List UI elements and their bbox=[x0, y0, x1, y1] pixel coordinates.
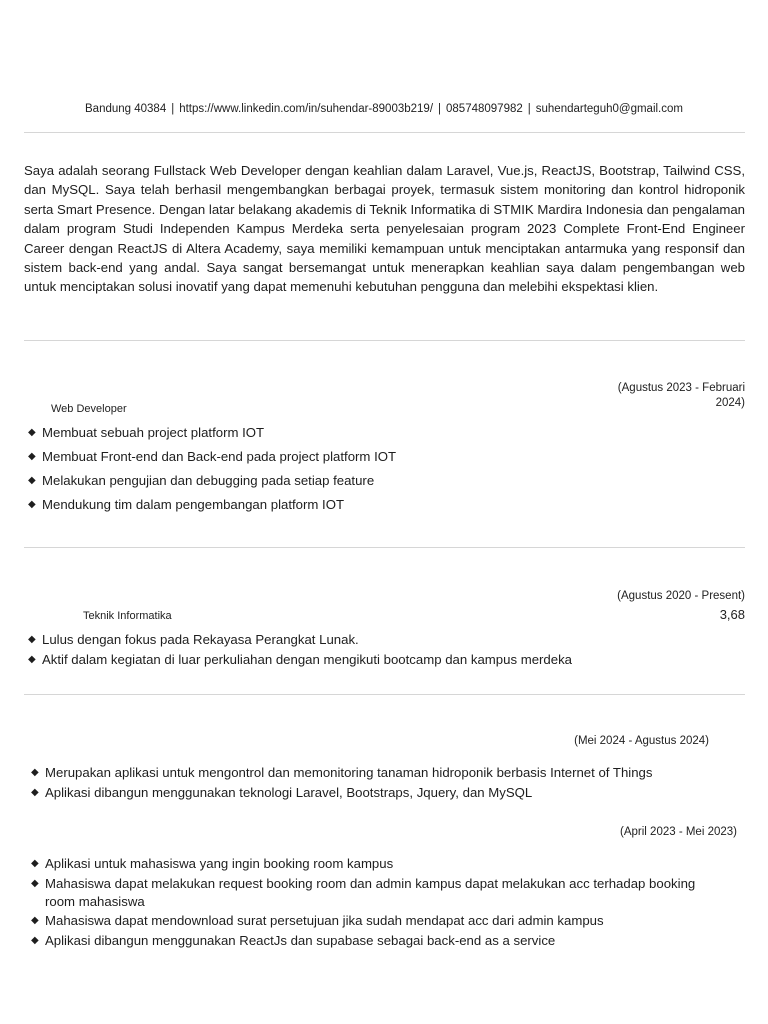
divider bbox=[24, 547, 745, 548]
list-item-text: Aplikasi dibangun menggunakan ReactJs dan supabase sebagai back-end as a service bbox=[45, 932, 556, 948]
bullet-diamond-icon: ◆ bbox=[28, 451, 36, 462]
project-bullet-list bbox=[27, 855, 707, 951]
list-item bbox=[24, 496, 745, 520]
list-item bbox=[24, 424, 745, 448]
bullet-diamond-icon: ◆ bbox=[28, 634, 36, 645]
contact-phone: 085748097982 bbox=[446, 103, 523, 115]
list-item bbox=[24, 472, 745, 496]
bullet-diamond-icon: ◆ bbox=[31, 858, 39, 869]
bullet-diamond-icon: ◆ bbox=[28, 653, 36, 665]
list-item bbox=[27, 875, 707, 911]
list-item-text: Mahasiswa dapat mendownload surat persetujuan jika sudah mendapat acc dari admin kampus bbox=[45, 913, 604, 928]
contact-separator: | bbox=[171, 103, 175, 115]
list-item-text: Lulus dengan fokus pada Rekayasa Perangkat Lunak. bbox=[42, 632, 359, 647]
divider bbox=[24, 340, 745, 341]
list-item bbox=[24, 448, 745, 472]
education-bullet-list bbox=[24, 631, 745, 670]
list-item-text: Aktif dalam kegiatan di luar perkuliahan dengan mengikuti bootcamp dan kampus merdeka bbox=[42, 651, 573, 667]
divider bbox=[24, 694, 745, 695]
project-date: (Mei 2024 - Agustus 2024) bbox=[574, 735, 709, 747]
experience-role: Web Developer bbox=[51, 403, 127, 415]
list-item-text: Merupakan aplikasi untuk mengontrol dan memonitoring tanaman hidroponik berbasis Internet of Things bbox=[45, 765, 653, 780]
list-item-text: Mahasiswa dapat melakukan request booking room dan admin kampus dapat melakukan acc terhadap booking room mahasiswa bbox=[45, 875, 696, 909]
bullet-diamond-icon: ◆ bbox=[28, 475, 36, 486]
list-item-text: Melakukan pengujian dan debugging pada setiap feature bbox=[42, 473, 375, 488]
contact-separator: | bbox=[527, 103, 531, 115]
education-major: Teknik Informatika bbox=[83, 610, 172, 622]
list-item-text: Membuat sebuah project platform IOT bbox=[42, 425, 265, 440]
list-item-text: Aplikasi untuk mahasiswa yang ingin booking room kampus bbox=[45, 856, 394, 871]
project-bullet-list bbox=[27, 764, 727, 803]
list-item bbox=[27, 784, 727, 802]
summary-paragraph: Saya adalah seorang Fullstack Web Developer dengan keahlian dalam Laravel, Vue.js, ReactJS, Bootstrap, Tailwind CSS, dan MySQL. Saya telah berhasil mengembangkan berbagai proyek, termasuk sistem monitoring dan kontrol hidroponik serta Smart Presence. Dengan latar belakang akademis di Teknik Informatika di STMIK Mardira Indonesia dan pengalaman dalam program Studi Independen Kampus Merdeka serta penyelesaian program 2023 Complete Front-End Engineer Career dengan ReactJS di Altera Academy, saya memiliki kemampuan untuk menciptakan antarmuka yang responsif dan sistem back-end yang andal. Saya sangat bersemangat untuk menerapkan keahlian saya dalam pengembangan web untuk menciptakan solusi inovatif yang dapat memenuhi kebutuhan pengguna dan melebihi ekspektasi klien. bbox=[24, 163, 745, 295]
bullet-diamond-icon: ◆ bbox=[28, 427, 36, 438]
bullet-diamond-icon: ◆ bbox=[31, 934, 39, 946]
contact-linkedin-link[interactable]: https://www.linkedin.com/in/suhendar-89003b219/ bbox=[179, 103, 434, 115]
list-item bbox=[27, 855, 707, 873]
list-item bbox=[27, 912, 707, 930]
contact-line bbox=[0, 103, 768, 115]
list-item bbox=[27, 764, 727, 782]
bullet-diamond-icon: ◆ bbox=[31, 915, 39, 926]
contact-separator: | bbox=[438, 103, 442, 115]
contact-address: Bandung 40384 bbox=[85, 103, 167, 115]
project-date: (April 2023 - Mei 2023) bbox=[620, 826, 737, 838]
list-item bbox=[24, 651, 745, 671]
list-item bbox=[27, 932, 707, 950]
bullet-diamond-icon: ◆ bbox=[28, 499, 36, 510]
divider bbox=[24, 132, 745, 133]
experience-date bbox=[618, 381, 745, 410]
experience-date-line2: 2024) bbox=[715, 396, 745, 409]
list-item-text: Mendukung tim dalam pengembangan platform IOT bbox=[42, 497, 345, 512]
list-item-text: Membuat Front-end dan Back-end pada project platform IOT bbox=[42, 449, 397, 464]
education-gpa: 3,68 bbox=[719, 607, 745, 622]
experience-date-line1: (Agustus 2023 - Februari bbox=[617, 382, 745, 394]
list-item bbox=[24, 631, 745, 651]
list-item-text: Aplikasi dibangun menggunakan teknologi Laravel, Bootstraps, Jquery, dan MySQL bbox=[45, 784, 533, 800]
bullet-diamond-icon: ◆ bbox=[31, 786, 39, 798]
contact-email-link[interactable]: suhendarteguh0@gmail.com bbox=[535, 103, 683, 115]
experience-bullet-list bbox=[24, 424, 745, 520]
education-date: (Agustus 2020 - Present) bbox=[617, 590, 745, 602]
bullet-diamond-icon: ◆ bbox=[31, 877, 39, 889]
bullet-diamond-icon: ◆ bbox=[31, 767, 39, 778]
